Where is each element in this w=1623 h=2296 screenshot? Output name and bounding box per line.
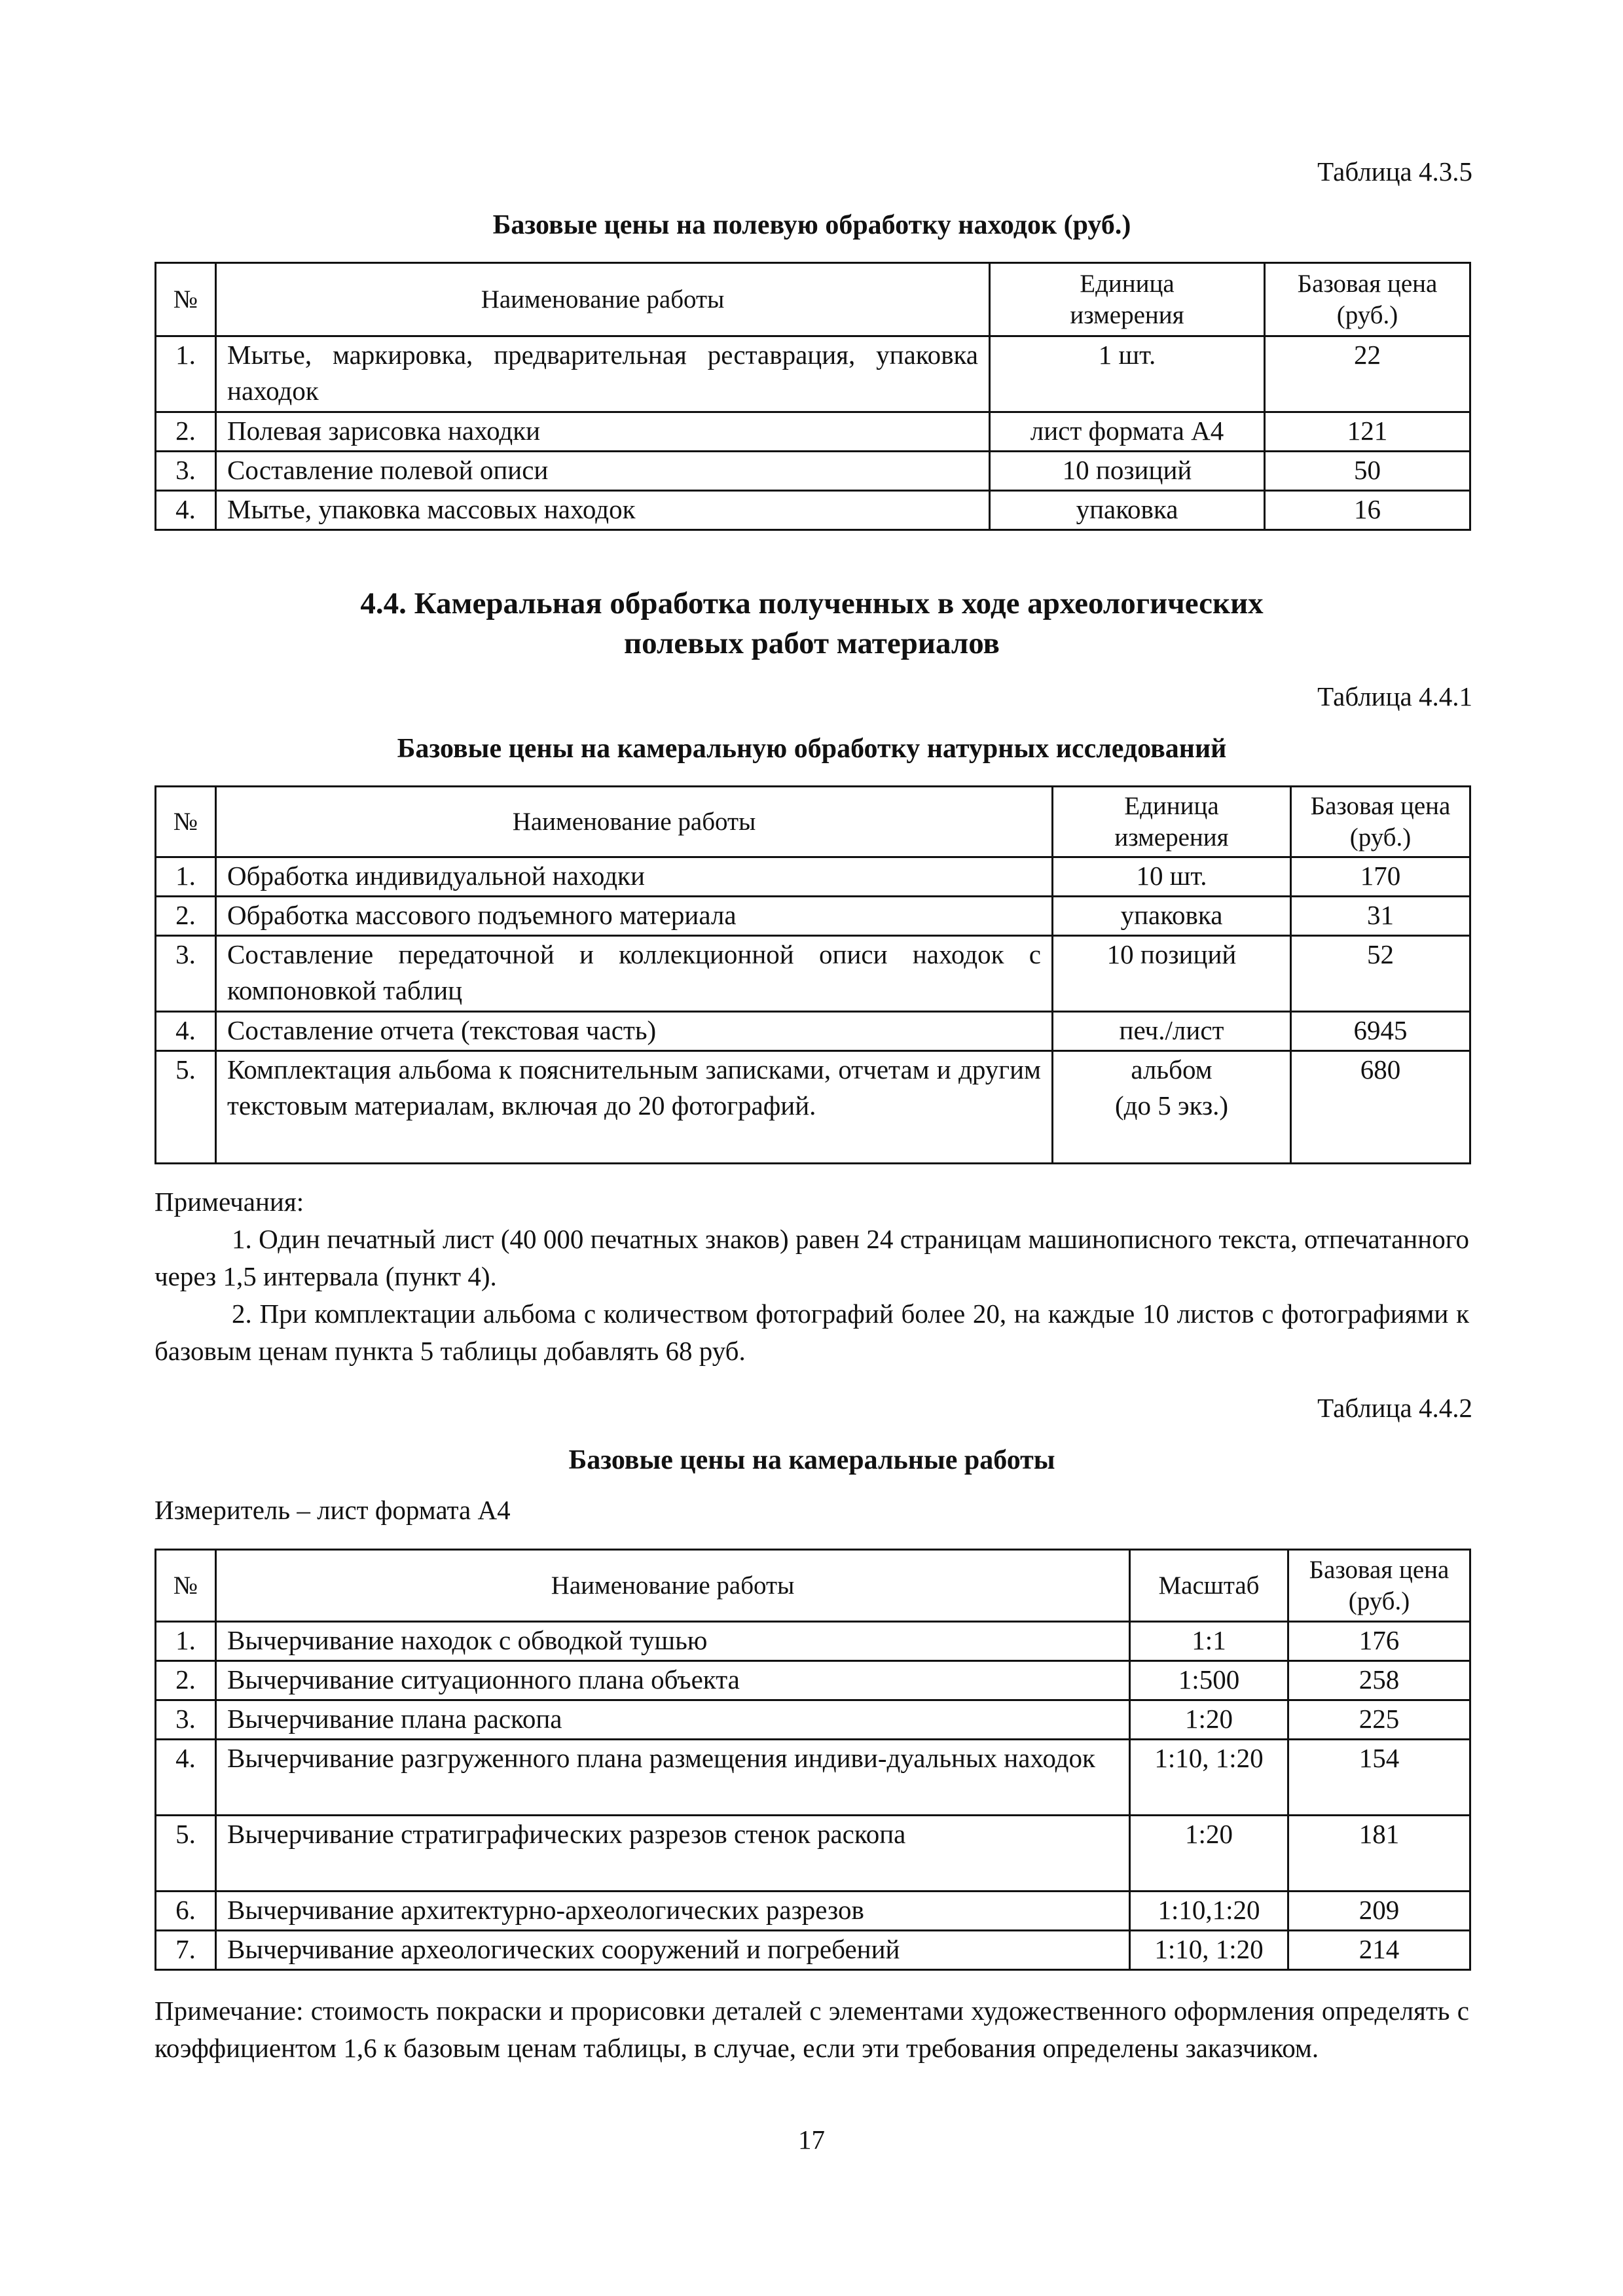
table-row bbox=[156, 857, 1470, 897]
price: 214 bbox=[1288, 1931, 1470, 1970]
col-header-name: Наименование работы bbox=[216, 787, 1053, 857]
table-row bbox=[156, 1661, 1470, 1700]
unit: 10 шт. bbox=[1053, 857, 1291, 897]
col-header-no: № bbox=[156, 1550, 216, 1622]
table-row bbox=[156, 1816, 1470, 1892]
meter-note: Измеритель – лист формата А4 bbox=[155, 1495, 511, 1525]
scale: 1:1 bbox=[1130, 1622, 1288, 1661]
unit: 1 шт. bbox=[990, 336, 1265, 412]
table-row bbox=[156, 1051, 1470, 1164]
notes-heading: Примечания: bbox=[155, 1187, 304, 1217]
table-title: Базовые цены на камеральную обработку натурных исследований bbox=[397, 734, 1227, 764]
price: 225 bbox=[1288, 1700, 1470, 1740]
col-header-no: № bbox=[156, 787, 216, 857]
table-header-row bbox=[156, 787, 1470, 857]
table-row bbox=[156, 1700, 1470, 1740]
work-name: Вычерчивание разгруженного плана размещения индиви-дуальных находок bbox=[216, 1740, 1130, 1816]
price: 31 bbox=[1291, 897, 1470, 936]
work-name: Вычерчивание ситуационного плана объекта bbox=[216, 1661, 1130, 1700]
price: 181 bbox=[1288, 1816, 1470, 1892]
work-name: Вычерчивание стратиграфических разрезов стенок раскопа bbox=[216, 1816, 1130, 1892]
table-label: Таблица 4.4.2 bbox=[1317, 1393, 1472, 1423]
price-table-435 bbox=[155, 262, 1471, 531]
unit: печ./лист bbox=[1053, 1012, 1291, 1051]
work-name: Составление передаточной и коллекционной описи находок с компоновкой таблиц bbox=[216, 936, 1053, 1012]
row-number: 3. bbox=[156, 936, 216, 1012]
table-row bbox=[156, 1931, 1470, 1970]
row-number: 4. bbox=[156, 1740, 216, 1816]
work-name: Вычерчивание находок с обводкой тушью bbox=[216, 1622, 1130, 1661]
row-number: 4. bbox=[156, 491, 216, 530]
col-header-no: № bbox=[156, 263, 216, 336]
work-name: Вычерчивание плана раскопа bbox=[216, 1700, 1130, 1740]
table-row bbox=[156, 1012, 1470, 1051]
table-header-row bbox=[156, 263, 1470, 336]
price: 22 bbox=[1265, 336, 1470, 412]
table-label: Таблица 4.3.5 bbox=[1317, 156, 1472, 187]
unit: упаковка bbox=[990, 491, 1265, 530]
table-row bbox=[156, 412, 1470, 452]
row-number: 7. bbox=[156, 1931, 216, 1970]
note-item: 2. При комплектации альбома с количеством фотографий более 20, на каждые 10 листов с фотографиями к базовым ценам пункта 5 таблицы добавлять 68 руб. bbox=[155, 1299, 1469, 1366]
row-number: 3. bbox=[156, 452, 216, 491]
row-number: 5. bbox=[156, 1051, 216, 1164]
scale: 1:10,1:20 bbox=[1130, 1892, 1288, 1931]
row-number: 1. bbox=[156, 336, 216, 412]
row-number: 2. bbox=[156, 897, 216, 936]
work-name: Полевая зарисовка находки bbox=[216, 412, 990, 452]
price: 258 bbox=[1288, 1661, 1470, 1700]
table-title: Базовые цены на полевую обработку находок (руб.) bbox=[492, 210, 1131, 240]
table-row bbox=[156, 1892, 1470, 1931]
work-name: Мытье, упаковка массовых находок bbox=[216, 491, 990, 530]
row-number: 2. bbox=[156, 1661, 216, 1700]
table-header-row bbox=[156, 1550, 1470, 1622]
table-label: Таблица 4.4.1 bbox=[1317, 681, 1472, 711]
price-table-442 bbox=[155, 1549, 1471, 1971]
work-name: Вычерчивание археологических сооружений и погребений bbox=[216, 1931, 1130, 1970]
row-number: 2. bbox=[156, 412, 216, 452]
col-header-price: Базовая цена (руб.) bbox=[1288, 1550, 1470, 1622]
row-number: 6. bbox=[156, 1892, 216, 1931]
unit: 10 позиций bbox=[990, 452, 1265, 491]
row-number: 4. bbox=[156, 1012, 216, 1051]
col-header-name: Наименование работы bbox=[216, 1550, 1130, 1622]
unit: 10 позиций bbox=[1053, 936, 1291, 1012]
col-header-unit: Единица измерения bbox=[990, 263, 1265, 336]
table-row bbox=[156, 936, 1470, 1012]
price: 680 bbox=[1291, 1051, 1470, 1164]
price: 6945 bbox=[1291, 1012, 1470, 1051]
row-number: 1. bbox=[156, 1622, 216, 1661]
col-header-scale: Масштаб bbox=[1130, 1550, 1288, 1622]
price: 50 bbox=[1265, 452, 1470, 491]
table-row bbox=[156, 897, 1470, 936]
table-row bbox=[156, 491, 1470, 530]
price: 176 bbox=[1288, 1622, 1470, 1661]
work-name: Комплектация альбома к пояснительным записками, отчетам и другим текстовым материалам, включая до 20 фотографий. bbox=[216, 1051, 1053, 1164]
col-header-price: Базовая цена (руб.) bbox=[1291, 787, 1470, 857]
work-name: Обработка индивидуальной находки bbox=[216, 857, 1053, 897]
scale: 1:500 bbox=[1130, 1661, 1288, 1700]
table-row bbox=[156, 452, 1470, 491]
price: 121 bbox=[1265, 412, 1470, 452]
scale: 1:20 bbox=[1130, 1816, 1288, 1892]
work-name: Вычерчивание архитектурно-археологических разрезов bbox=[216, 1892, 1130, 1931]
col-header-unit: Единица измерения bbox=[1053, 787, 1291, 857]
scale: 1:20 bbox=[1130, 1700, 1288, 1740]
work-name: Обработка массового подъемного материала bbox=[216, 897, 1053, 936]
work-name: Составление полевой описи bbox=[216, 452, 990, 491]
note-text: Примечание: стоимость покраски и прорисовки деталей с элементами художественного оформления определять с коэффициентом 1,6 к базовым ценам таблицы, в случае, если эти требования определены заказчиком. bbox=[155, 1996, 1469, 2063]
notes-block bbox=[155, 1183, 1469, 1370]
unit: упаковка bbox=[1053, 897, 1291, 936]
table-row bbox=[156, 1622, 1470, 1661]
work-name: Составление отчета (текстовая часть) bbox=[216, 1012, 1053, 1051]
price: 170 bbox=[1291, 857, 1470, 897]
price: 52 bbox=[1291, 936, 1470, 1012]
work-name: Мытье, маркировка, предварительная реставрация, упаковка находок bbox=[216, 336, 990, 412]
scale: 1:10, 1:20 bbox=[1130, 1740, 1288, 1816]
row-number: 1. bbox=[156, 857, 216, 897]
section-title: 4.4. Камеральная обработка полученных в ходе археологических полевых работ материалов bbox=[360, 586, 1264, 660]
price: 16 bbox=[1265, 491, 1470, 530]
note-item: 1. Один печатный лист (40 000 печатных знаков) равен 24 страницам машинописного текста, отпечатанного через 1,5 интервала (пункт 4). bbox=[155, 1224, 1469, 1291]
table-row bbox=[156, 1740, 1470, 1816]
row-number: 3. bbox=[156, 1700, 216, 1740]
page-number: 17 bbox=[798, 2125, 825, 2155]
scale: 1:10, 1:20 bbox=[1130, 1931, 1288, 1970]
col-header-name: Наименование работы bbox=[216, 263, 990, 336]
table-row bbox=[156, 336, 1470, 412]
price: 209 bbox=[1288, 1892, 1470, 1931]
table-title: Базовые цены на камеральные работы bbox=[568, 1445, 1055, 1475]
col-header-price: Базовая цена (руб.) bbox=[1265, 263, 1470, 336]
unit: лист формата А4 bbox=[990, 412, 1265, 452]
row-number: 5. bbox=[156, 1816, 216, 1892]
unit: альбом (до 5 экз.) bbox=[1053, 1051, 1291, 1164]
table-note bbox=[155, 1992, 1469, 2067]
price: 154 bbox=[1288, 1740, 1470, 1816]
price-table-441 bbox=[155, 785, 1471, 1164]
